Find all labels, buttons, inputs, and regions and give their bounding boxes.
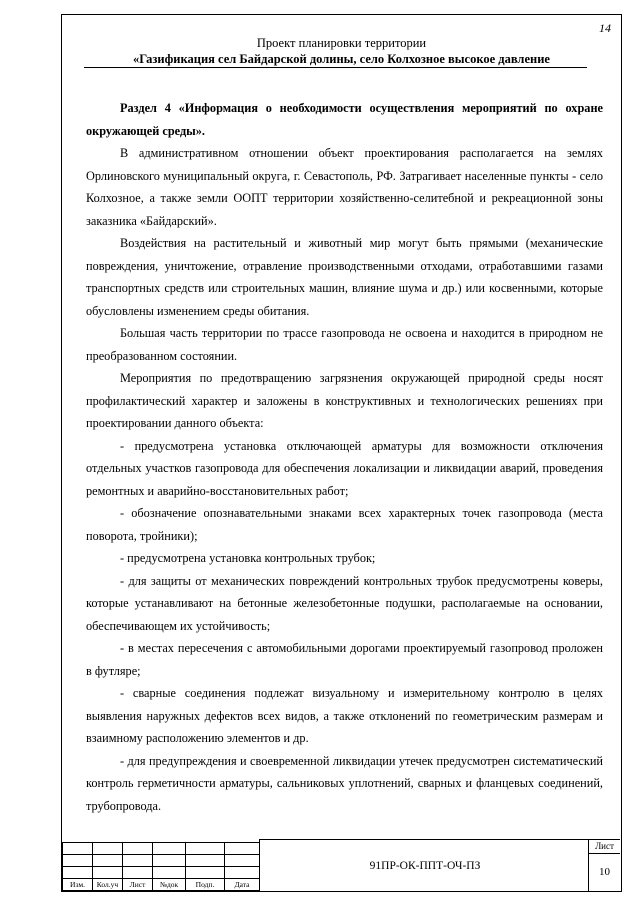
list-item: - предусмотрена установка отключающей арматуры для возможности отключения отдельных участков газопровода для обеспечения локализации и ликвидации аварий, проведения ремонтных и аварийно-восстановительных работ; bbox=[86, 438, 603, 498]
sheet-label: Лист bbox=[589, 840, 620, 854]
paragraph: Мероприятия по предотвращению загрязнения окружающей природной среды носят профилактический характер и заложены в конструктивных и технологических решениях при проектировании данного объекта: bbox=[86, 371, 603, 430]
col-label: Кол.уч bbox=[93, 879, 123, 891]
page-header bbox=[62, 35, 621, 67]
list-item: - обозначение опознавательными знаками всех характерных точек газопровода (места поворота, тройники); bbox=[86, 506, 603, 543]
paragraph: Воздействия на растительный и животный мир могут быть прямыми (механические повреждения, уничтожение, отравление производственными отходами, отработавшими газами транспортных средств или строительных машин, влияние шума и др.) или косвенными, которые обусловлены изменением среды обитания. bbox=[86, 236, 603, 318]
col-label: Дата bbox=[225, 879, 260, 891]
revision-header-row bbox=[63, 879, 260, 891]
page-frame bbox=[61, 14, 622, 892]
corner-page-number: 14 bbox=[599, 21, 611, 35]
sheet-box bbox=[588, 839, 620, 892]
col-label: №док bbox=[153, 879, 186, 891]
list-item: - для защиты от механических повреждений контрольных трубок предусмотрены коверы, которые устанавливают на бетонные железобетонные подушки, располагаемые на основании, обеспечивающем их устойчивость; bbox=[86, 573, 603, 633]
list-item: - в местах пересечения с автомобильными дорогами проектируемый газопровод проложен в футляре; bbox=[86, 641, 603, 678]
list-item: - предусмотрена установка контрольных трубок; bbox=[120, 551, 376, 565]
paragraph: В административном отношении объект проектирования располагается на землях Орлиновского муниципальный округа, г. Севастополь, РФ. Затрагивает населенные пункты - село Колхозное, а также земли ООПТ территории хозяйственно-селитебной и рекреационной зоны заказника «Байдарский». bbox=[86, 146, 603, 228]
header-rule bbox=[84, 67, 587, 68]
document-code: 91ПР-ОК-ППТ-ОЧ-ПЗ bbox=[259, 839, 590, 892]
list-item: - сварные соединения подлежат визуальному и измерительному контролю в целях выявления наружных дефектов всех видов, а также отклонений по геометрическим размерам и взаимному расположению элементов и др. bbox=[86, 686, 603, 745]
sheet-number: 10 bbox=[599, 866, 610, 878]
title-block bbox=[62, 839, 620, 891]
col-label: Лист bbox=[123, 879, 153, 891]
col-label: Подп. bbox=[186, 879, 225, 891]
revision-table bbox=[62, 842, 260, 891]
paragraph: Большая часть территории по трассе газопровода не освоена и находится в природном не преобразованном состоянии. bbox=[86, 326, 603, 363]
header-line-2: «Газификация сел Байдарской долины, село Колхозное высокое давление bbox=[133, 52, 550, 66]
col-label: Изм. bbox=[63, 879, 93, 891]
list-item: - для предупреждения и своевременной ликвидации утечек предусмотрен систематический контроль герметичности арматуры, сальниковых уплотнений, сварных и фланцевых соединений, трубопровода. bbox=[86, 753, 603, 813]
document-body bbox=[86, 97, 603, 817]
section-title: Раздел 4 «Информация о необходимости осуществления мероприятий по охране окружающей среды». bbox=[86, 101, 603, 138]
header-line-1: Проект планировки территории bbox=[256, 36, 427, 50]
